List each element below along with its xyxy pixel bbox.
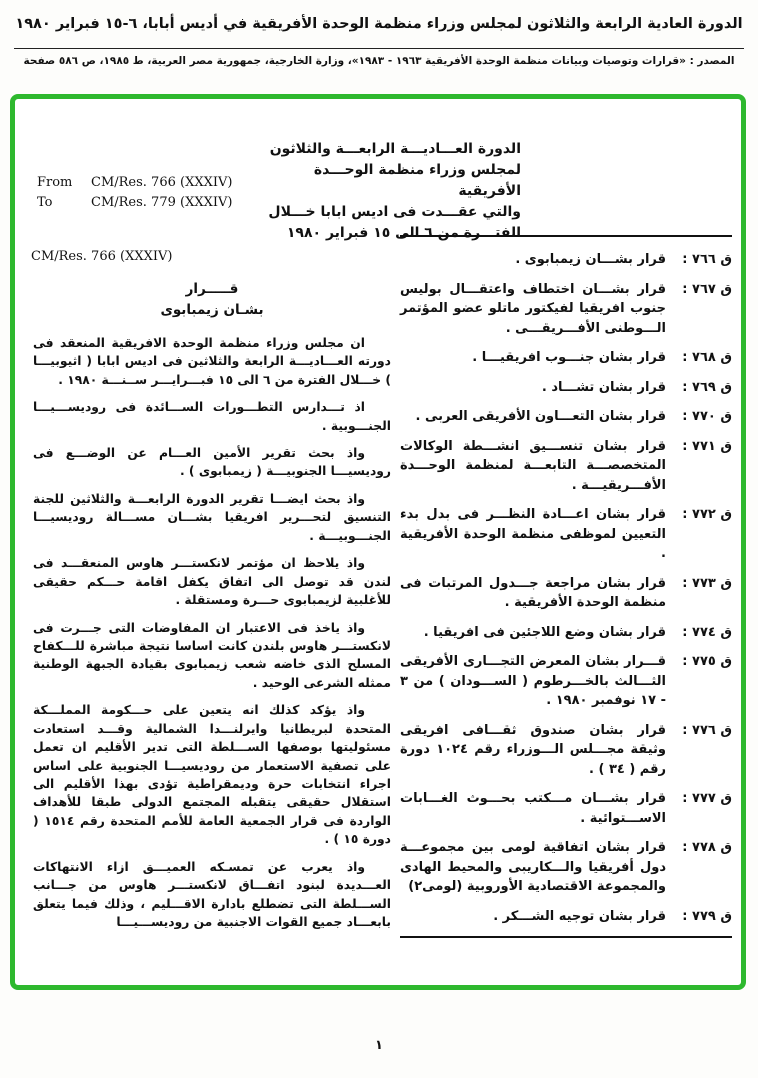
toc-item-number: ق ٧٧٠ :: [682, 409, 732, 424]
resolution-title-line2: بشـان زيمبابوى: [160, 301, 264, 318]
body-paragraph: اذ تـــدارس التطـــورات الســـائدة فى روديســـيـــا الجنـــوبية .: [33, 400, 391, 433]
toc-item-number: ق ٧٦٩ :: [682, 379, 732, 395]
body-paragraph: واذ بحث ايضـــا تقرير الدورة الرابعـــة والثلاثين للجنة التنسيق لتحـــرير افريقيا بشـــان مســـالة روديسيـــا الجنـــوبيـــة .: [33, 491, 391, 543]
toc-item: [400, 574, 732, 613]
toc-item: [400, 789, 732, 828]
toc-divider-top: [400, 235, 732, 237]
range-to-label: To: [37, 194, 53, 210]
body-paragraph: واذ ياخذ فى الاعتبار ان المفاوضات التى جـــرت فى لانكستـــر هاوس بلندن كانت اساسا نتيجة مباشرة للـــكفاح المسلح الذى خاضه شعب زيمبابوى بقيادة الجبهة الوطنية ممثله الشرعى الوحيد .: [33, 620, 391, 690]
toc-item-number: ق ٧٧٩ :: [682, 908, 732, 924]
body-paragraph: واذ يعرب عن تمسـكه العميـــق ازاء الانتهاكات العـــديدة لبنود اتفـــاق لانكستـــر هاوس من جـــانب الســـلطة التى تضطلع بادارة الاقـــليم ، وذلك فيما يتعلق بابعـــاد جميع القوات الاجنبية من روديســـيـــا: [33, 859, 391, 930]
toc-item-number: ق ٧٧٥ :: [682, 654, 732, 669]
toc-item-text: قرار بشان جنـــوب افريقيـــا .: [472, 350, 666, 365]
toc-item-number: ق ٧٧٨ :: [682, 840, 732, 855]
session-heading-line: الدورة العـــاديـــة الرابعـــة والثلاثون: [269, 141, 521, 157]
range-from-row: [37, 173, 232, 193]
toc-item-text: قرار بشان توجيه الشـــكر .: [493, 908, 666, 924]
range-from-value: CM/Res. 766 (XXXIV): [91, 175, 233, 190]
toc-item: [400, 907, 732, 927]
body-paragraph: واذ بحث تقرير الأمين العـــام عن الوضـــع فى روديسيـــا الجنوبيـــة ( زيمبابوى ) .: [33, 446, 391, 479]
toc-divider-bottom: [400, 936, 732, 938]
resolution-range: [37, 173, 232, 212]
source-citation: المصدر : «قرارات وتوصيات وبيانات منظمة الوحدة الأفريقية ١٩٦٣ - ١٩٨٣»، وزارة الخارجية، جمهورية مصر العربية، ط ١٩٨٥، ص ٥٨٦ صفحة: [23, 55, 735, 67]
range-to-row: [37, 193, 232, 213]
resolution-title-line1: قـــــرار: [185, 281, 239, 297]
toc-item: [400, 280, 732, 339]
resolution-reference: CM/Res. 766 (XXXIV): [31, 249, 173, 264]
toc-item: [400, 378, 732, 398]
toc-item-number: ق ٧٧٢ :: [682, 507, 732, 522]
page-number: ١: [375, 1038, 383, 1053]
toc-item-text: قرار بشـــان اختطاف واعتقـــال بوليس جنوب افريقيا لفيكتور ماتلو عضو المؤتمر الـــوطنى الأفـــريقـــى .: [400, 281, 666, 336]
toc-item: [400, 623, 732, 643]
toc-item: [400, 407, 732, 427]
toc-item-text: قرار بشان صندوق ثقـــافى افريقى وثيقة مجـــلس الـــوزراء رقم ١٠٢٤ دورة رقم ( ٣٤ ) .: [400, 722, 667, 777]
toc-item-text: قرار بشـــان زيمبابوى .: [515, 252, 666, 267]
session-heading-line: الفتـــرة من ٦ الى ١٥ فبراير ١٩٨٠: [286, 225, 521, 241]
range-from-label: From: [37, 175, 73, 190]
toc-item-text: قرار بشان مراجعة جـــدول المرتبات فى منظمة الوحدة الأفريقية .: [400, 575, 666, 610]
toc-item: [400, 250, 732, 270]
toc-item-text: قرار بشان وضع اللاجئين فى افريقيا .: [423, 624, 666, 640]
toc-item: [400, 437, 732, 496]
toc-item-text: قرار بشان تشـــاد .: [541, 379, 666, 395]
toc-item-number: ق ٧٧٧ :: [682, 791, 732, 806]
toc-item: [400, 838, 732, 897]
toc-item-number: ق ٧٧٦ :: [682, 722, 732, 738]
body-paragraph: واذ يؤكد كذلك انه يتعين على حـــكومة المملـــكة المتحدة لبريطانيا وايرلنـــدا الشمالية وقـــد استعادت مسئوليتها بوصفها الســـلطة التى تدير الأقليم ان تعمل على تصفية الاستعمار من روديسيـــا الجنوبية على اساس اجراء انتخابات حرة وديمقراطية تؤدى بهذا الأقليم الى استقلال حقيقى يتقبله المجتمع الدولى طبقا للأهداف الواردة فى قرار الجمعية العامة للأمم المتحدة رقم ١٥١٤ ( دورة ١٥ ) .: [33, 703, 391, 847]
page-header-title: الدورة العادية الرابعة والثلاثون لمجلس وزراء منظمة الوحدة الأفريقية في أديس أبابا، ٦-١٥ فبراير ١٩٨٠: [15, 16, 743, 32]
header-divider: [14, 48, 744, 49]
toc-item-text: قرار بشان التعـــاون الأفريقى العربى .: [415, 409, 666, 424]
toc-item-number: ق ٧٦٧ :: [682, 281, 732, 297]
toc-item-text: قرار بشان تنســـيق انشـــطة الوكالات المتخصصـــة التابعـــة لمنظمة الوحـــدة الأفـــريقيـــة .: [400, 438, 666, 493]
toc-item-number: ق ٧٧٤ :: [682, 624, 732, 640]
session-heading: [263, 139, 521, 244]
toc-item-number: ق ٧٧١ :: [682, 438, 732, 454]
toc-item-number: ق ٧٧٣ :: [682, 575, 732, 591]
toc-item: [400, 348, 732, 368]
toc-item-text: قـــرار بشان المعرض التجـــارى الأفريقى الثـــالث بالخـــرطوم ( الســـودان ) من ٣ - ١٧ نوفمبر ١٩٨٠ .: [400, 654, 666, 708]
toc-item-number: ق ٧٦٨ :: [682, 350, 732, 365]
toc-item-text: قرار بشان اتفاقية لومى بين مجموعـــة دول أفريقيا والـــكاريبى والمحيط الهادى والمجموعة الاقتصادية الأوروبية (لومى٢): [400, 840, 666, 894]
resolution-title: [33, 279, 391, 321]
toc-item-text: قرار بشـــان مـــكتب بحـــوث الغـــابات الاســـتوائية .: [400, 791, 666, 826]
body-paragraph: ان مجلس وزراء منظمة الوحدة الافريقية المنعقد فى دورته العـــاديـــة الرابعة والثلاثين فى اديس ابابا ( اثيوبيـــا ) خـــلال الفترة من ٦ الى ١٥ فبـــرايـــر ســنـــة ١٩٨٠ .: [33, 335, 391, 387]
toc-item: [400, 505, 732, 564]
document-frame: [10, 94, 746, 990]
toc-item: [400, 721, 732, 780]
range-to-value: CM/Res. 779 (XXXIV): [91, 194, 233, 210]
toc-item-number: ق ٧٦٦ :: [682, 252, 732, 267]
toc-item: [400, 652, 732, 711]
resolution-body: [33, 279, 391, 941]
session-heading-line: لمجلس وزراء منظمة الوحـــدة الأفريقية: [313, 162, 521, 199]
resolutions-toc: [400, 235, 732, 938]
session-heading-line: والتي عقـــدت فى اديس ابابا خـــلال: [268, 204, 521, 220]
body-paragraph: واذ يلاحظ ان مؤتمر لانكستـــر هاوس المنعقـــد فى لندن قد توصل الى اتفاق يكفل اقامة حـــكم حقيقى للأغلبية لزيمبابوى حـــرة ومستقلة .: [33, 556, 391, 608]
toc-item-text: قرار بشان اعـــادة النظـــر فى بدل بدء التعيين لموظفى منظمة الوحدة الأفريقية .: [400, 507, 666, 561]
